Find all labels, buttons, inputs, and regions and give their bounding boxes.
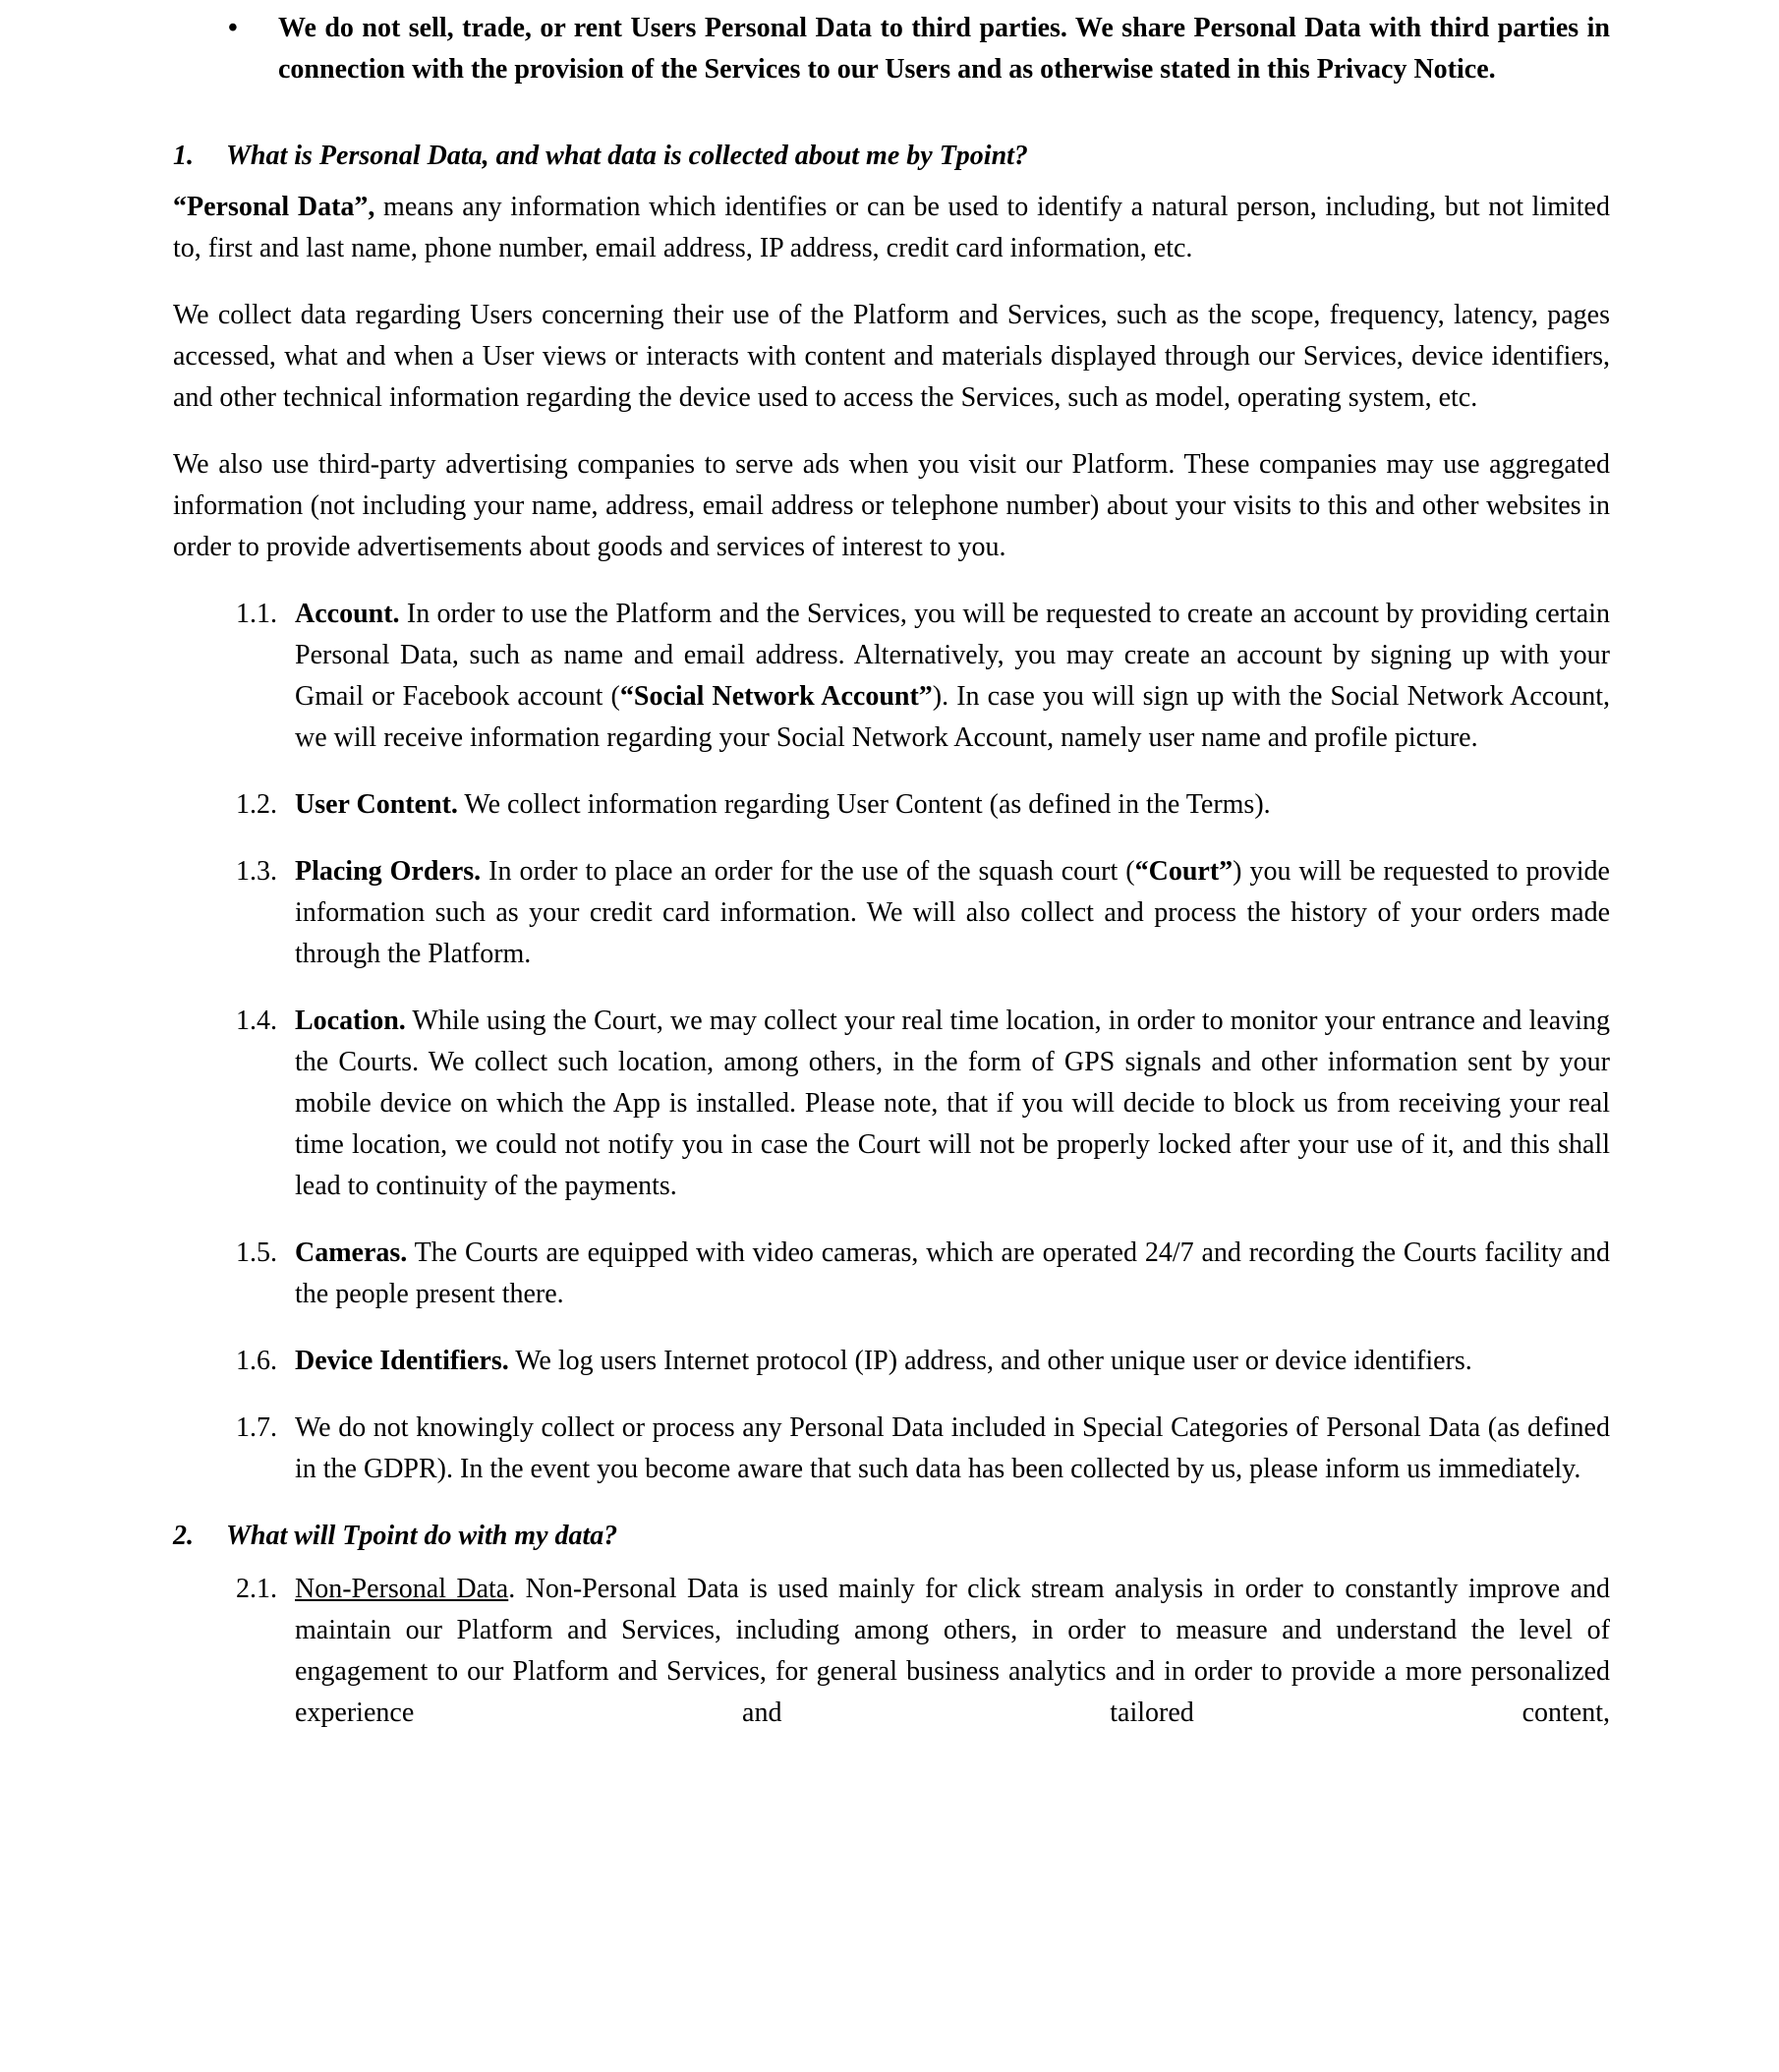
item-number: 2.1. (236, 1574, 277, 1604)
item-number: 1.5. (236, 1237, 277, 1268)
list-item-1-2-user-content (173, 784, 1610, 826)
item-text: We do not knowingly collect or process any Personal Data included in Special Categories of Personal Data (as defined in the GDPR). In the event you become aware that such data has been collected by us, please inform us immediately. (295, 1412, 1610, 1484)
item-number: 1.6. (236, 1346, 277, 1376)
item-number: 1.1. (236, 599, 277, 629)
item-text: Placing Orders. In order to place an order for the use of the squash court (“Court”) you will be requested to provide information such as your credit card information. We will also collect and process the history of your orders made through the Platform. (295, 856, 1610, 969)
item-text: Account. In order to use the Platform and the Services, you will be requested to create an account by providing certain Personal Data, such as name and email address. Alternatively, you may create an account by signing up with your Gmail or Facebook account (“Social Network Account”). In case you will sign up with the Social Network Account, we will receive information regarding your Social Network Account, namely user name and profile picture. (295, 599, 1610, 753)
item-number: 1.7. (236, 1412, 277, 1443)
list-item-1-1-account (173, 594, 1610, 759)
item-text: Non-Personal Data. Non-Personal Data is used mainly for click stream analysis in order to constantly improve and maintain our Platform and Services, including among others, in order to measure and understand the level of engagement to our Platform and Services, for general business analytics and in order to provide a more personalized experience and tailored content, (295, 1574, 1610, 1728)
section-heading-1 (173, 136, 1610, 177)
item-number: 1.3. (236, 856, 277, 887)
section-number: 1. (173, 141, 194, 171)
paragraph-personal-data-definition: “Personal Data”, means any information which identifies or can be used to identify a natural person, including, but not limited to, first and last name, phone number, email address, IP address, credit card information, etc. (173, 192, 1610, 263)
list-item-1-4-location (173, 1001, 1610, 1207)
list-item-1-5-cameras (173, 1233, 1610, 1315)
item-text: Device Identifiers. We log users Internet protocol (IP) address, and other unique user or device identifiers. (295, 1346, 1472, 1376)
bullet-text: We do not sell, trade, or rent Users Personal Data to third parties. We share Personal Data with third parties in connection with the provision of the Services to our Users and as otherwise stated in this Privacy Notice. (278, 13, 1610, 85)
item-text: Cameras. The Courts are equipped with video cameras, which are operated 24/7 and recording the Courts facility and the people present there. (295, 1237, 1610, 1309)
list-item-1-6-device-identifiers (173, 1341, 1610, 1382)
bullet-list-item (173, 8, 1610, 90)
item-text: User Content. We collect information regarding User Content (as defined in the Terms). (295, 789, 1271, 820)
section-number: 2. (173, 1521, 194, 1551)
bullet-icon: • (228, 13, 238, 43)
item-number: 1.2. (236, 789, 277, 820)
section-title: What is Personal Data, and what data is collected about me by Tpoint? (226, 141, 1028, 171)
section-title: What will Tpoint do with my data? (226, 1521, 618, 1551)
item-text: Location. While using the Court, we may collect your real time location, in order to monitor your entrance and leaving the Courts. We collect such location, among others, in the form of GPS signals and other information sent by your mobile device on which the App is installed. Please note, that if you will decide to block us from receiving your real time location, we could not notify you in case the Court will not be properly locked after your use of it, and this shall lead to continuity of the payments. (295, 1006, 1610, 1201)
list-item-1-7-special-categories (173, 1408, 1610, 1490)
paragraph-data-collected: We collect data regarding Users concerning their use of the Platform and Services, such as the scope, frequency, latency, pages accessed, what and when a User views or interacts with content and materials displayed through our Services, device identifiers, and other technical information regarding the device used to access the Services, such as model, operating system, etc. (173, 300, 1610, 413)
item-number: 1.4. (236, 1006, 277, 1036)
paragraph-third-party-ads: We also use third-party advertising companies to serve ads when you visit our Platform. These companies may use aggregated information (not including your name, address, email address or telephone number) about your visits to this and other websites in order to provide advertisements about goods and services of interest to you. (173, 449, 1610, 562)
section-heading-2 (173, 1516, 1610, 1557)
list-item-2-1-non-personal-data (173, 1569, 1610, 1734)
list-item-1-3-placing-orders (173, 851, 1610, 975)
